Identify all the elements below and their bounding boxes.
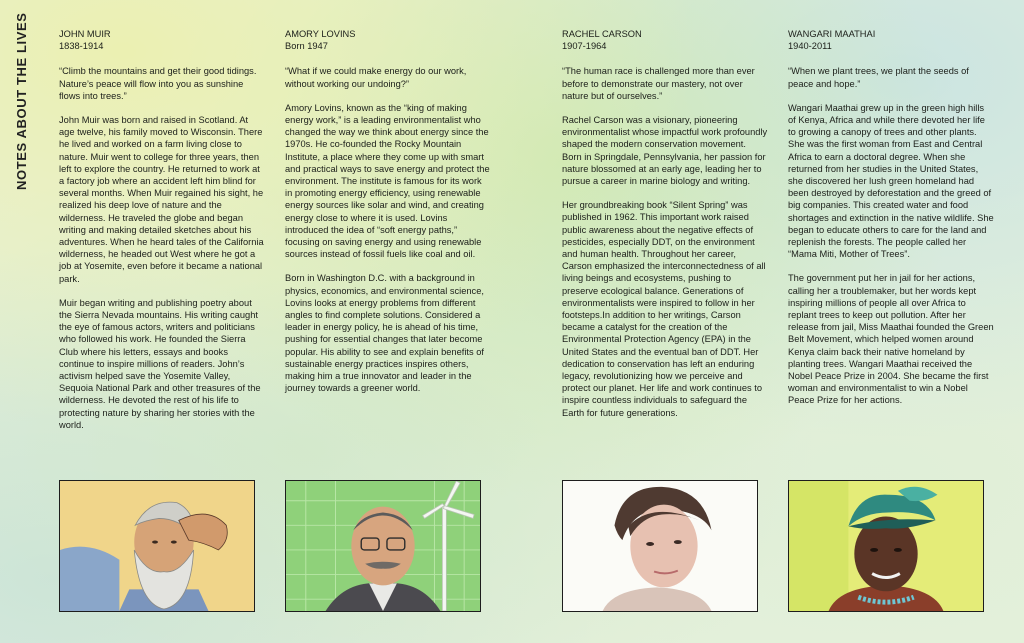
bio-column-amory-lovins	[285, 28, 491, 394]
portrait-rachel-carson	[562, 480, 758, 612]
bio-column-rachel-carson	[562, 28, 768, 419]
person-dates: 1907-1964	[562, 41, 607, 52]
bio-paragraph: The government put her in jail for her actions, calling her a troublemaker, but her words kept inspiring millions of people all over Africa to replant trees to keep out pollution. After her release from jail, Miss Maathai founded the Green Belt Movement, which helped women around Kenya claim back their native homeland by planting trees. Wangari Maathai received the Nobel Peace Prize in 2004. She became the first woman and environmentalist to win a Nobel Peace Prize for her actions.	[788, 273, 994, 406]
portrait-john-muir	[59, 480, 255, 612]
bio-paragraph: John Muir was born and raised in Scotland. At age twelve, his family moved to Wisconsin. There he lived and worked on a farm living close to nature. Muir went to college for three years, then left to explore the country. He returned to work at a factory job where an accident left him blind for several months. When Muir regained his sight, he realized his deep love of nature and the wilderness. He traveled the globe and began writing and making detailed sketches about his adventures. When he heard tales of the California wilderness, he headed out West where he got a job at Yosemite, even before it became a national park.	[59, 115, 264, 284]
bio-paragraph: Wangari Maathai grew up in the green high hills of Kenya, Africa and while there devoted her life to growing a canopy of trees and other plants. She was the first woman from East and Central Africa to earn a doctoral degree. When she returned from her studies in the United States, she discovered her lush green homeland had been destroyed by deforestation and the greed of big companies. This created water and food shortages and extinction in the native wildlife. She began to educate others to care for the land and replenish the forests. The people called her “Mama Miti, Mother of Trees”.	[788, 102, 994, 260]
bio-column-john-muir	[59, 28, 265, 431]
person-dates: 1940-2011	[788, 41, 832, 52]
person-dates: Born 1947	[285, 41, 328, 52]
portrait-amory-lovins	[285, 480, 481, 612]
bio-column-wangari-maathai	[788, 28, 994, 407]
person-quote: “Climb the mountains and get their good tidings. Nature’s peace will flow into you as sunshine flows into trees.”	[59, 66, 257, 101]
bio-paragraph: Amory Lovins, known as the “king of making energy work,” is a leading environmentalist who changed the way we think about energy since the 1970s. He co-founded the Rocky Mountain Institute, a place where they come up with smart and practical ways to save energy and protect the environment. The institute is famous for its work in promoting energy efficiency, using renewable energy sources like solar and wind, and creating energy close to where it is used. Lovins introduced the idea of “soft energy paths,” focusing on saving energy and using renewable sources instead of fossil fuels like coal and oil.	[285, 102, 490, 260]
person-quote: “The human race is challenged more than ever before to demonstrate our mastery, not over nature but of ourselves.”	[562, 66, 755, 101]
bio-paragraph: Rachel Carson was a visionary, pioneering environmentalist whose impactful work profoundly shaped the modern conservation movement. Born in Springdale, Pennsylvania, her passion for nature blossomed at an early age, leading her to pursue a career in marine biology and writing.	[562, 115, 768, 187]
person-name: WANGARI MAATHAI	[788, 29, 876, 39]
person-quote: “What if we could make energy do our work, without working our undoing?”	[285, 66, 467, 89]
person-name: RACHEL CARSON	[562, 29, 642, 39]
person-name: AMORY LOVINS	[285, 29, 356, 39]
person-quote: “When we plant trees, we plant the seeds of peace and hope.”	[788, 66, 969, 89]
bio-paragraph: Her groundbreaking book “Silent Spring” was published in 1962. This important work raised public awareness about the negative effects of pesticides, especially DDT, on the environment and human health. Throughout her career, Carson emphasized the interconnectedness of all living beings and ecosystems, pushing to preserve ecological balance. Generations of environmentalists were inspired to follow in her footsteps.In addition to her writings, Carson became a catalyst for the creation of the Environmental Protection Agency (EPA) in the United States and the eventual ban of DDT. Her dedication to conservation has left an enduring legacy, revolutionizing how we perceive and protect our planet. Her life and work continues to inspire countless individuals to safeguard the Earth for future generations.	[562, 200, 766, 418]
page-side-title: NOTES ABOUT THE LIVES	[14, 12, 29, 190]
person-name: JOHN MUIR	[59, 29, 111, 39]
person-dates: 1838-1914	[59, 41, 104, 52]
portrait-wangari-maathai	[788, 480, 984, 612]
bio-paragraph: Muir began writing and publishing poetry about the Sierra Nevada mountains. His writing caught the eye of famous actors, writers and politicians who followed his work. He founded the Sierra Club where his letters, essays and books continue to inspire millions of readers. John’s activism helped save the Yosemite Valley, Sequoia National Park and other treasures of the wilderness. He devoted the rest of his life to protecting nature by sharing her stories with the world.	[59, 297, 261, 430]
bio-paragraph: Born in Washington D.C. with a background in physics, economics, and environmental science, Lovins looks at energy problems from different angles to find complete solutions. Considered a leader in energy policy, he is ahead of his time, pushing for essential changes that later become popular. His ability to see and explain benefits of sustainable energy practices inspires others, making him a true innovator and leader in the journey towards a greener world.	[285, 273, 484, 394]
